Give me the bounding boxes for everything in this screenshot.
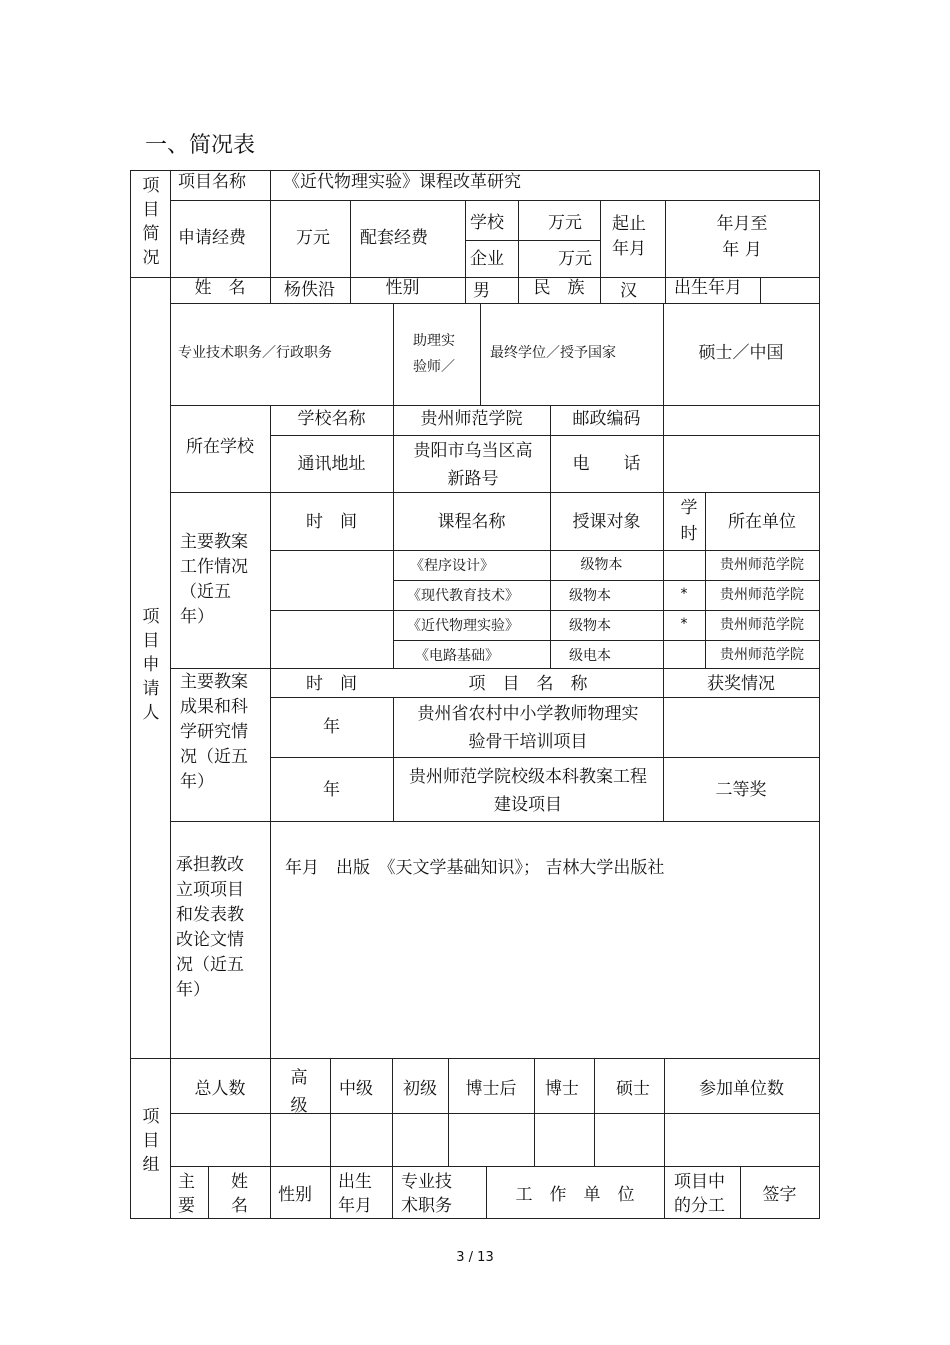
teaching-target: 级电本 (569, 648, 611, 664)
enterprise-funds-value: 万元 (558, 249, 592, 269)
school-section-label: 所在学校 (186, 437, 254, 457)
ethnic-label: 民 族 (533, 278, 585, 298)
name-label: 姓 名 (194, 278, 246, 298)
teaching-header-unit: 所在单位 (728, 512, 796, 532)
teaching-hours: * (680, 586, 688, 602)
school-funds-label: 学校 (470, 213, 504, 233)
degree-label: 最终学位／授予国家 (490, 345, 616, 361)
period-value-end: 年 月 (722, 240, 762, 260)
phone-label: 电 话 (572, 454, 641, 474)
name-value: 杨佚沿 (284, 280, 335, 300)
research-header-award: 获奖情况 (707, 674, 775, 694)
member-header-name: 姓名 (231, 1172, 248, 1216)
school-name-label: 学校名称 (297, 409, 366, 429)
school-funds-value: 万元 (548, 213, 582, 233)
reform-value: 年月 出版 《天文学基础知识》； 吉林大学出版社 (285, 858, 665, 878)
team-header-total: 总人数 (194, 1079, 246, 1099)
page-number: 3 / 13 (456, 1250, 494, 1265)
address-value: 贵阳市乌当区高新路号 (413, 441, 533, 489)
research-name: 贵州师范学院校级本科教案工程建设项目 (409, 767, 647, 815)
teaching-hours: * (680, 616, 688, 632)
team-header-senior: 高级 (290, 1068, 308, 1116)
member-header-gender: 性别 (278, 1185, 312, 1205)
teaching-course: 《现代教育技术》 (407, 588, 519, 604)
research-header-name: 项 目 名 称 (468, 674, 588, 694)
teaching-header-course: 课程名称 (437, 512, 506, 532)
teaching-unit: 贵州师范学院 (720, 557, 804, 573)
teaching-unit: 贵州师范学院 (720, 587, 804, 603)
member-header-role: 项目中的分工 (674, 1172, 725, 1216)
matching-funds-label: 配套经费 (360, 228, 428, 248)
team-side-label: 项 目 组 (142, 1107, 160, 1175)
apply-funds-label: 申请经费 (178, 228, 246, 248)
page-heading: 一、简况表 (145, 133, 256, 158)
gender-label: 性别 (385, 278, 420, 298)
research-time: 年 (323, 717, 340, 737)
teaching-target: 级物本 (569, 588, 611, 604)
address-label: 通讯地址 (297, 454, 366, 474)
postcode-label: 邮政编码 (572, 409, 641, 429)
project-name-value: 《近代物理实验》课程改革研究 (283, 172, 521, 192)
team-header-postdoc: 博士后 (465, 1079, 517, 1099)
title-label: 专业技术职务／行政职务 (178, 345, 332, 361)
team-header-intermediate: 中级 (339, 1079, 373, 1099)
apply-funds-value: 万元 (296, 228, 330, 248)
project-name-label: 项目名称 (178, 172, 246, 192)
member-header-title: 专业技术职务 (401, 1172, 452, 1216)
member-header-main: 主要 (178, 1172, 195, 1216)
enterprise-funds-label: 企业 (470, 249, 504, 269)
teaching-header-target: 授课对象 (572, 512, 641, 532)
gender-value: 男 (473, 281, 490, 301)
teaching-course: 《程序设计》 (410, 558, 494, 574)
title-value: 助理实验师／ (413, 333, 455, 375)
team-header-phd: 博士 (545, 1079, 579, 1099)
member-header-birth: 出生年月 (338, 1172, 372, 1216)
member-header-signature: 签字 (762, 1185, 797, 1205)
member-header-unit: 工 作 单 位 (515, 1185, 635, 1205)
team-header-master: 硕士 (616, 1079, 650, 1099)
period-label: 起止年月 (612, 214, 646, 259)
teaching-unit: 贵州师范学院 (720, 647, 804, 663)
applicant-side-label: 项 目 申 请 人 (142, 607, 160, 723)
research-header-time: 时 间 (306, 674, 357, 694)
period-value-start: 年月至 (716, 214, 768, 234)
reform-label: 承担教改立项项目和发表教改论文情况（近五年） (176, 855, 244, 1000)
team-header-units: 参加单位数 (699, 1079, 784, 1099)
teaching-target: 级物本 (569, 618, 611, 634)
ethnic-value: 汉 (620, 281, 637, 301)
overview-side-label: 项 目 简 况 (142, 176, 160, 268)
teaching-header-hours: 学时 (680, 498, 698, 544)
research-label: 主要教案成果和科学研究情况（近五年） (180, 672, 248, 792)
research-award: 二等奖 (715, 780, 767, 800)
teaching-unit: 贵州师范学院 (720, 617, 804, 633)
team-header-junior: 初级 (403, 1079, 437, 1099)
teaching-label: 主要教案工作情况（近五年） (180, 532, 248, 627)
degree-value: 硕士／中国 (698, 343, 784, 363)
teaching-course: 《电路基础》 (415, 648, 499, 664)
research-time: 年 (323, 780, 340, 800)
school-name-value: 贵州师范学院 (420, 409, 523, 429)
teaching-target: 级物本 (580, 557, 623, 573)
teaching-course: 《近代物理实验》 (407, 618, 519, 634)
teaching-header-time: 时 间 (306, 512, 357, 532)
birth-label: 出生年月 (674, 278, 742, 298)
research-name: 贵州省农村中小学教师物理实验骨干培训项目 (417, 704, 639, 752)
